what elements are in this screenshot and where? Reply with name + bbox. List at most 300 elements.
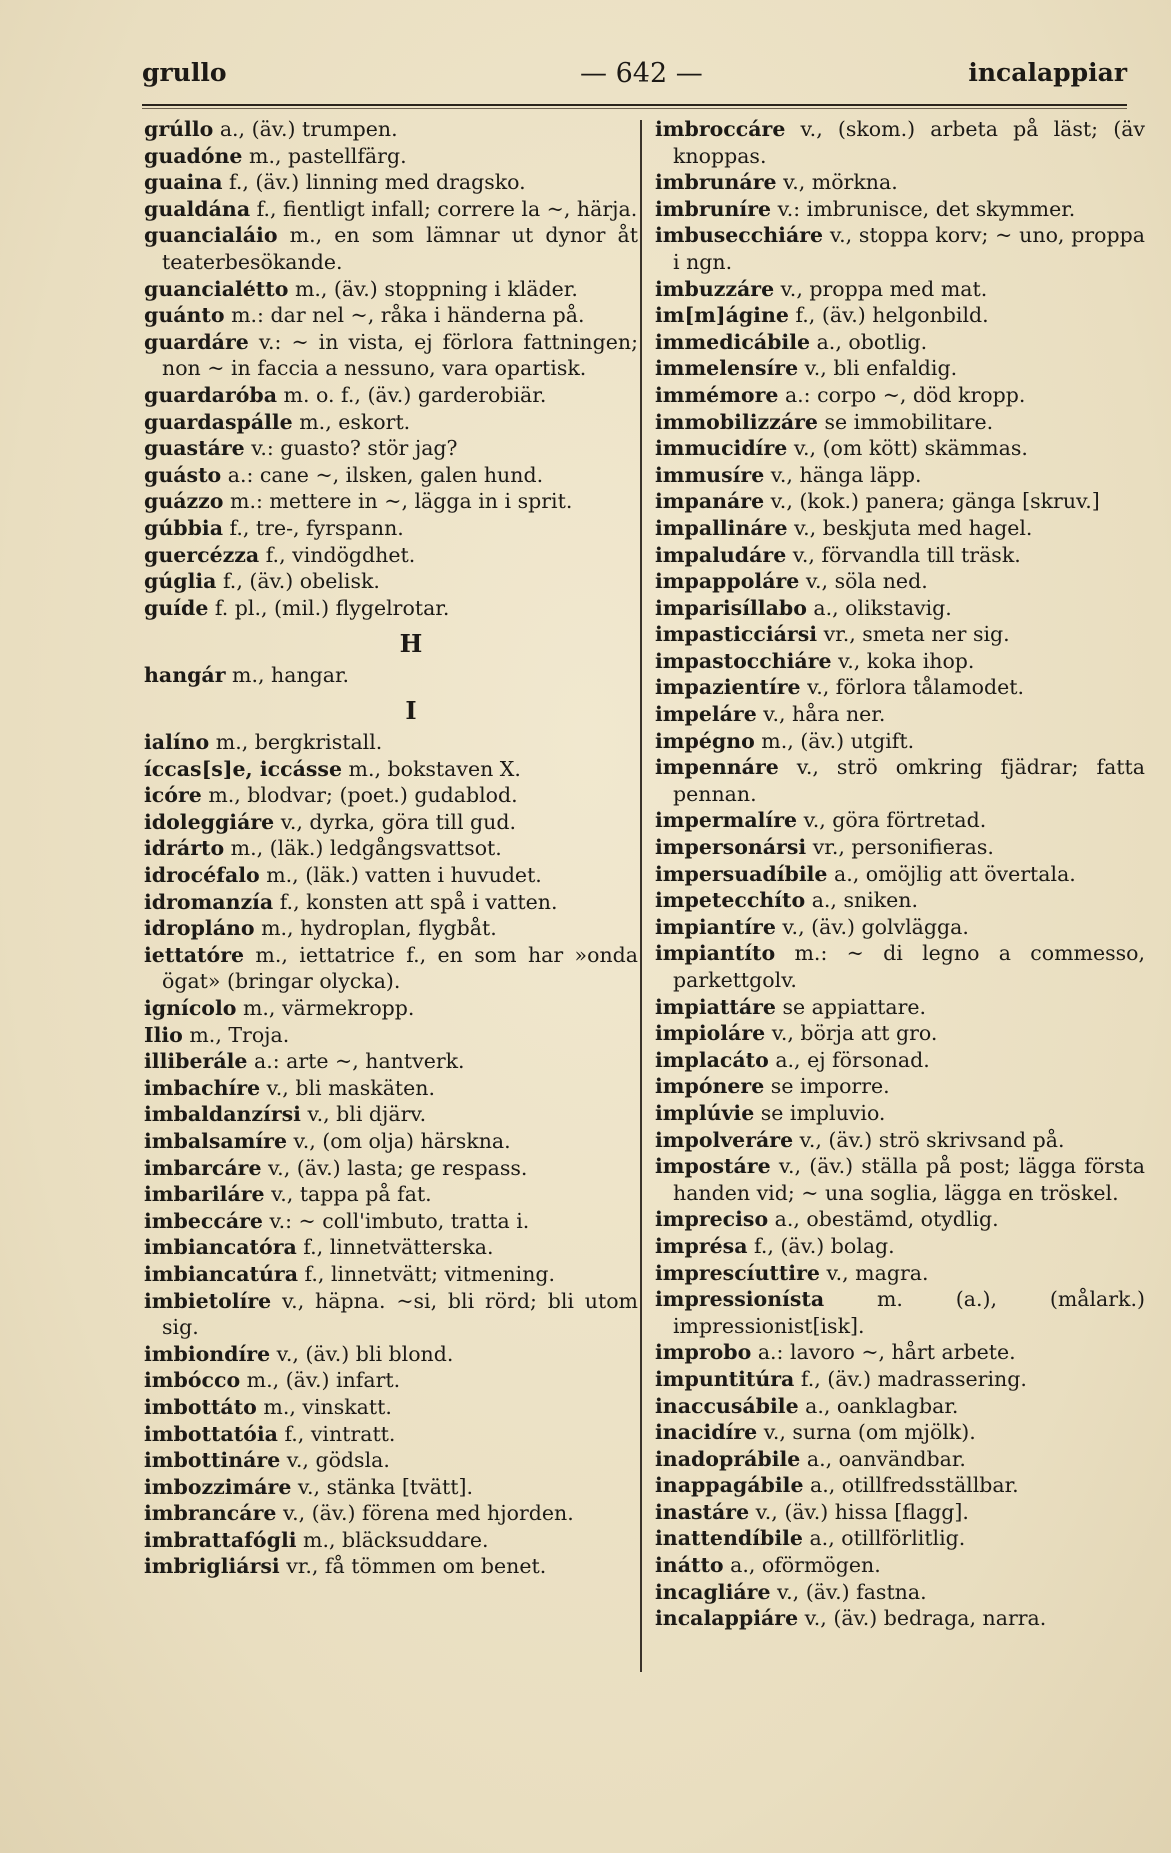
definition: v., dyrka, göra till gud. <box>274 809 517 834</box>
dictionary-entry <box>144 222 638 275</box>
definition: v., tappa på fat. <box>264 1182 432 1207</box>
headword: ialíno <box>144 730 210 755</box>
definition: se impluvio. <box>754 1100 886 1125</box>
dictionary-entry <box>144 595 638 622</box>
dictionary-entry <box>144 329 638 382</box>
definition: a.: cane ~, ilsken, galen hund. <box>221 462 544 487</box>
headword: incalappiáre <box>655 1606 799 1631</box>
dictionary-entry <box>655 1552 1145 1579</box>
dictionary-entry <box>655 887 1145 914</box>
definition: a., oanvändbar. <box>800 1446 966 1471</box>
right-column <box>655 116 1145 1632</box>
headword: implacáto <box>655 1047 769 1072</box>
definition: f., konsten att spå i vatten. <box>273 889 558 914</box>
dictionary-entry <box>144 1553 638 1580</box>
dictionary-entry <box>144 462 638 489</box>
definition: v., göra förtretad. <box>797 808 987 833</box>
definition: m., Troja. <box>182 1022 290 1047</box>
dictionary-entry <box>144 862 638 889</box>
dictionary-entry <box>144 1288 638 1341</box>
definition: a.: corpo ~, död kropp. <box>778 382 1026 407</box>
definition: v., magra. <box>819 1260 929 1285</box>
definition: m., (läk.) vatten i huvudet. <box>259 863 542 888</box>
definition: m., (äv.) infart. <box>240 1368 401 1393</box>
definition: v., (äv.) hissa [flagg]. <box>749 1499 969 1524</box>
definition: v., (äv.) golvlägga. <box>775 914 969 939</box>
headword: imbrattafógli <box>144 1527 297 1552</box>
dictionary-entry <box>655 169 1145 196</box>
dictionary-entry <box>655 940 1145 993</box>
headword: impostáre <box>655 1154 771 1179</box>
definition: v., (äv.) bedraga, narra. <box>798 1606 1047 1631</box>
dictionary-entry <box>144 809 638 836</box>
dictionary-entry <box>655 1366 1145 1393</box>
definition: v., gödsla. <box>280 1448 390 1473</box>
headword: imbrunáre <box>655 170 777 195</box>
headword: immucidíre <box>655 436 788 461</box>
definition: f., linnetvätterska. <box>296 1235 494 1260</box>
definition: m.: dar nel ~, råka i händerna på. <box>224 303 585 328</box>
dictionary-entry <box>655 568 1145 595</box>
definition: f., fientligt infall; correre la ~, härja. <box>250 196 638 221</box>
definition: a., ej försonad. <box>768 1047 930 1072</box>
headword: impiantíre <box>655 914 776 939</box>
headword: íccas[s]e, iccásse <box>144 756 342 781</box>
definition: se immobilitare. <box>817 409 994 434</box>
dictionary-entry <box>655 1286 1145 1339</box>
headword: imbachíre <box>144 1075 261 1100</box>
headword: inacidíre <box>655 1420 758 1445</box>
entries-right <box>655 116 1145 1632</box>
headword: impallináre <box>655 515 788 540</box>
headword: icóre <box>144 783 202 808</box>
dictionary-entry <box>655 648 1145 675</box>
dictionary-entry <box>655 994 1145 1021</box>
definition: m., bokstaven X. <box>342 756 521 781</box>
dictionary-entry <box>144 1341 638 1368</box>
headword: imbiancatúra <box>144 1261 299 1286</box>
dictionary-entry <box>144 568 638 595</box>
headword: imbócco <box>144 1368 241 1393</box>
headword: imprescíuttire <box>655 1260 820 1285</box>
definition: f., vintratt. <box>277 1421 396 1446</box>
definition: v., beskjuta med hagel. <box>787 515 1033 540</box>
definition: v., (kok.) panera; gänga [skruv.] <box>764 489 1100 514</box>
dictionary-entry <box>655 595 1145 622</box>
dictionary-entry <box>144 662 638 689</box>
dictionary-entry <box>655 435 1145 462</box>
definition: v., strö omkring fjädrar; fatta pennan. <box>673 755 1145 806</box>
definition: v., mörkna. <box>776 170 898 195</box>
headword: imparisíllabo <box>655 595 807 620</box>
dictionary-entry <box>144 1394 638 1421</box>
dictionary-entry <box>655 1393 1145 1420</box>
definition: v., (äv.) bli blond. <box>270 1341 454 1366</box>
headword: impreciso <box>655 1207 769 1232</box>
headword: idropláno <box>144 916 255 941</box>
definition: m., iettatrice f., en som har »onda ögat» (bringar olycka). <box>162 942 638 994</box>
dictionary-entry <box>144 1155 638 1182</box>
dictionary-entry <box>144 143 638 170</box>
headword: imprésa <box>655 1233 748 1258</box>
definition: m., bläcksuddare. <box>296 1527 489 1552</box>
dictionary-entry <box>144 1500 638 1527</box>
definition: v., (äv.) förena med hjorden. <box>276 1501 574 1526</box>
definition: v., koka ihop. <box>831 648 975 673</box>
entries-h <box>144 662 638 689</box>
headword: inadoprábile <box>655 1446 801 1471</box>
headword: guázzo <box>144 489 224 514</box>
headword: impégno <box>655 728 755 753</box>
headword: imbeccáre <box>144 1208 263 1233</box>
headword: impiattáre <box>655 994 776 1019</box>
dictionary-entry <box>144 756 638 783</box>
definition: v.: guasto? stör jag? <box>244 436 458 461</box>
definition: v., stoppa korv; ~ uno, proppa i ngn. <box>673 223 1145 274</box>
definition: a., olikstavig. <box>806 595 952 620</box>
dictionary-entry <box>144 1128 638 1155</box>
headword: idromanzía <box>144 889 274 914</box>
headword: imbiondíre <box>144 1341 271 1366</box>
dictionary-entry <box>144 1261 638 1288</box>
headword: immusíre <box>655 462 765 487</box>
definition: m. (a.), (målark.) impressionist[isk]. <box>673 1287 1145 1338</box>
dictionary-entry <box>144 488 638 515</box>
dictionary-entry <box>144 1101 638 1128</box>
headword: impastocchiáre <box>655 648 832 673</box>
definition: v., surna (om mjölk). <box>757 1420 976 1445</box>
definition: m., blodvar; (poet.) gudablod. <box>201 783 518 808</box>
dictionary-entry <box>144 276 638 303</box>
headword: iettatóre <box>144 942 245 967</box>
page-header <box>142 58 1127 102</box>
definition: a.: lavoro ~, hårt arbete. <box>751 1340 1016 1365</box>
definition: v., (om olja) härskna. <box>287 1128 511 1153</box>
definition: m.: mettere in ~, lägga in i sprit. <box>223 489 573 514</box>
headword: gúbbia <box>144 515 223 540</box>
definition: v., (äv.) lasta; ge respass. <box>261 1155 528 1180</box>
headword: imbottináre <box>144 1448 281 1473</box>
definition: se imporre. <box>764 1074 890 1099</box>
headword: guardaróba <box>144 382 278 407</box>
dictionary-entry <box>144 835 638 862</box>
dictionary-entry <box>655 1446 1145 1473</box>
entries-i <box>144 729 638 1580</box>
definition: m., värmekropp. <box>236 996 415 1020</box>
dictionary-entry <box>655 542 1145 569</box>
definition: f., vindögdhet. <box>259 542 416 567</box>
headword: impiantíto <box>655 941 776 966</box>
dictionary-entry <box>655 355 1145 382</box>
headword: imbarcáre <box>144 1155 262 1180</box>
headword: idoleggiáre <box>144 809 275 834</box>
headword: inattendíbile <box>655 1526 803 1551</box>
dictionary-entry <box>655 1020 1145 1047</box>
headword: impioláre <box>655 1021 766 1046</box>
definition: a., otillförlitlig. <box>802 1526 966 1551</box>
headword: guercézza <box>144 542 260 567</box>
dictionary-entry <box>655 276 1145 303</box>
headword: idrárto <box>144 836 225 861</box>
definition: v., bli maskäten. <box>260 1075 436 1100</box>
definition: v., börja att gro. <box>765 1021 938 1046</box>
headword: immelensíre <box>655 356 799 381</box>
dictionary-entry <box>655 1579 1145 1606</box>
dictionary-entry <box>655 754 1145 807</box>
headword: inastáre <box>655 1499 750 1524</box>
headword: imbalsamíre <box>144 1128 288 1153</box>
headword: imbariláre <box>144 1182 265 1207</box>
headword: impersonársi <box>655 835 807 860</box>
dictionary-entry <box>655 515 1145 542</box>
dictionary-entry <box>655 861 1145 888</box>
headword: im[m]ágine <box>655 303 789 328</box>
headword: guadóne <box>144 143 243 168</box>
dictionary-entry <box>655 1260 1145 1287</box>
definition: v., (äv.) strö skrivsand på. <box>793 1127 1065 1152</box>
dictionary-entry <box>144 1234 638 1261</box>
headword: impennáre <box>655 755 779 780</box>
definition: v., häpna. ~si, bli rörd; bli utom sig. <box>162 1288 638 1340</box>
definition: a.: arte ~, hantverk. <box>247 1049 465 1074</box>
definition: vr., få tömmen om benet. <box>279 1554 547 1579</box>
headword: guardaspálle <box>144 409 293 434</box>
headword: impónere <box>655 1074 765 1099</box>
headword: gualdána <box>144 196 251 221</box>
header-rule-thin <box>142 108 1127 109</box>
headword: impaludáre <box>655 542 787 567</box>
dictionary-entry <box>144 782 638 809</box>
headword: impuntitúra <box>655 1366 795 1391</box>
definition: m., (äv.) stoppning i kläder. <box>288 276 578 301</box>
dictionary-entry <box>655 1525 1145 1552</box>
dictionary-entry <box>144 302 638 329</box>
dictionary-entry <box>144 382 638 409</box>
headword: impazientíre <box>655 675 801 700</box>
definition: a., omöjlig att övertala. <box>827 861 1076 886</box>
definition: a., obestämd, otydlig. <box>768 1207 999 1232</box>
definition: m.: ~ di legno a commesso, parkettgolv. <box>673 941 1145 992</box>
definition: f. pl., (mil.) flygelrotar. <box>208 595 450 620</box>
definition: v., hänga läpp. <box>764 462 922 487</box>
definition: v.: ~ coll'imbuto, tratta i. <box>262 1208 530 1233</box>
dictionary-entry <box>655 488 1145 515</box>
headword: incagliáre <box>655 1579 771 1604</box>
dictionary-entry <box>144 1208 638 1235</box>
dictionary-entry <box>655 807 1145 834</box>
column-divider <box>640 120 642 1672</box>
headword: impressionísta <box>655 1287 825 1312</box>
dictionary-entry <box>655 302 1145 329</box>
section-letter-i: I <box>405 696 417 726</box>
dictionary-entry <box>144 542 638 569</box>
dictionary-entry <box>144 515 638 542</box>
headword: immémore <box>655 382 779 407</box>
dictionary-entry <box>655 1206 1145 1233</box>
dictionary-entry <box>655 914 1145 941</box>
definition: se appiattare. <box>775 994 927 1019</box>
definition: m., eskort. <box>292 409 411 434</box>
dictionary-entry <box>655 382 1145 409</box>
dictionary-entry <box>655 1100 1145 1127</box>
headword: ignícolo <box>144 996 237 1020</box>
definition: m., bergkristall. <box>209 730 383 755</box>
headword: implúvie <box>655 1100 755 1125</box>
dictionary-entry <box>655 1605 1145 1632</box>
definition: f., (äv.) madrassering. <box>794 1366 1027 1391</box>
dictionary-entry <box>144 1181 638 1208</box>
dictionary-entry <box>655 1127 1145 1154</box>
definition: f., (äv.) obelisk. <box>216 569 380 594</box>
headword: immedicábile <box>655 329 811 354</box>
dictionary-entry <box>144 1022 638 1049</box>
headword: Ilio <box>144 1022 183 1047</box>
headword: imbietolíre <box>144 1288 272 1313</box>
dictionary-entry <box>655 1339 1145 1366</box>
dictionary-entry <box>144 196 638 223</box>
headword: impasticciársi <box>655 622 818 647</box>
dictionary-entry <box>655 116 1145 169</box>
definition: a., obotlig. <box>810 329 928 354</box>
dictionary-entry <box>144 942 638 995</box>
definition: m. o. f., (äv.) garderobiär. <box>277 382 547 407</box>
definition: m., pastellfärg. <box>242 143 407 168</box>
definition: v., bli djärv. <box>300 1102 427 1127</box>
dictionary-entry <box>655 409 1145 436</box>
dictionary-entry <box>144 995 638 1022</box>
dictionary-entry <box>144 169 638 196</box>
definition: m., vinskatt. <box>256 1394 392 1419</box>
headword: imbrigliársi <box>144 1554 280 1579</box>
headword: guanciale̒tto <box>144 276 289 301</box>
definition: vr., smeta ner sig. <box>817 622 1010 647</box>
headword: inátto <box>655 1553 724 1578</box>
definition: m., hydroplan, flygbåt. <box>254 916 497 941</box>
dictionary-entry <box>144 1447 638 1474</box>
dictionary-entry <box>144 1075 638 1102</box>
section-letter-h: H <box>399 629 423 659</box>
headword: inaccusábile <box>655 1393 799 1418</box>
headword: guancialáio <box>144 223 278 248</box>
definition: v., proppa med mat. <box>774 276 988 301</box>
header-rule <box>142 104 1127 106</box>
headword: guánto <box>144 303 225 328</box>
definition: a., oförmögen. <box>723 1553 881 1578</box>
dictionary-entry <box>655 1472 1145 1499</box>
headword: inappagábile <box>655 1473 804 1498</box>
dictionary-entry <box>144 1048 638 1075</box>
definition: v., söla ned. <box>799 569 928 594</box>
definition: a., otillfredsställbar. <box>803 1473 1019 1498</box>
headword: impeláre <box>655 702 757 727</box>
headword: impersuadíbile <box>655 861 828 886</box>
definition: vr., personifieras. <box>806 835 994 860</box>
header-last-word: incalappiar <box>968 58 1127 87</box>
dictionary-entry <box>144 1527 638 1554</box>
definition: v., förvandla till träsk. <box>786 542 1021 567</box>
headword: guardáre <box>144 329 249 354</box>
definition: v., bli enfaldig. <box>798 356 958 381</box>
definition: f., (äv.) helgonbild. <box>788 303 989 328</box>
headword: imbaldanzírsi <box>144 1102 301 1127</box>
headword: imbrancáre <box>144 1501 277 1526</box>
definition: v., förlora tålamodet. <box>800 675 1024 700</box>
definition: v., (äv.) ställa på post; lägga första handen vid; ~ una soglia, lägga en tröskel. <box>673 1154 1145 1205</box>
headword: imbottáto <box>144 1394 257 1419</box>
definition: a., sniken. <box>805 888 919 913</box>
definition: v., stänka [tvätt]. <box>291 1474 473 1499</box>
headword: improbo <box>655 1340 752 1365</box>
headword: hangár <box>144 662 226 687</box>
definition: m., (läk.) ledgångsvattsot. <box>224 836 502 861</box>
definition: f., (äv.) bolag. <box>747 1233 895 1258</box>
dictionary-entry <box>144 1421 638 1448</box>
dictionary-entry <box>655 1073 1145 1100</box>
definition: m., hangar. <box>225 662 350 687</box>
dictionary-entry <box>144 1367 638 1394</box>
dictionary-entry <box>655 1153 1145 1206</box>
definition: v.: imbrunisce, det skymmer. <box>771 196 1076 221</box>
headword: impanáre <box>655 489 765 514</box>
definition: v.: ~ in vista, ej förlora fattningen; non ~ in faccia a nessuno, vara opartisk. <box>162 329 638 381</box>
definition: v., (om kött) skämmas. <box>787 436 1028 461</box>
dictionary-entry <box>144 435 638 462</box>
page-number: — 642 — <box>580 58 703 89</box>
dictionary-entry <box>655 222 1145 275</box>
definition: f., (äv.) linning med dragsko. <box>222 170 526 195</box>
header-first-word: grullo <box>142 58 227 87</box>
definition: m., en som lämnar ut dynor åt teaterbesökande. <box>162 223 638 274</box>
dictionary-entry <box>655 1499 1145 1526</box>
definition: a., oanklagbar. <box>798 1393 959 1418</box>
definition: v., (äv.) fastna. <box>770 1579 927 1604</box>
dictionary-entry <box>655 1047 1145 1074</box>
dictionary-entry <box>655 329 1145 356</box>
dictionary-entry <box>655 621 1145 648</box>
headword: guaina <box>144 170 223 195</box>
left-column <box>144 116 638 1580</box>
headword: impermalíre <box>655 808 798 833</box>
dictionary-entry <box>655 196 1145 223</box>
headword: impappoláre <box>655 569 800 594</box>
definition: v., håra ner. <box>756 702 886 727</box>
dictionary-entry <box>655 462 1145 489</box>
headword: imbruníre <box>655 196 772 221</box>
headword: impetecchíto <box>655 888 806 913</box>
dictionary-entry <box>655 674 1145 701</box>
dictionary-entry <box>144 729 638 756</box>
headword: impolveráre <box>655 1127 794 1152</box>
headword: immobilizzáre <box>655 409 818 434</box>
definition: v., (skom.) arbeta på läst; (äv knoppas. <box>673 117 1145 168</box>
headword: guastáre <box>144 436 245 461</box>
headword: grúllo <box>144 117 214 141</box>
definition: f., linnetvätt; vitmening. <box>298 1261 556 1286</box>
dictionary-entry <box>655 728 1145 755</box>
dictionary-entry <box>655 1419 1145 1446</box>
dictionary-entry <box>144 1474 638 1501</box>
headword: guíde <box>144 595 209 620</box>
dictionary-entry <box>655 701 1145 728</box>
headword: idrocéfalo <box>144 863 260 888</box>
headword: illiberále <box>144 1049 248 1074</box>
headword: imbiancatóra <box>144 1235 297 1260</box>
dictionary-entry <box>144 409 638 436</box>
entries-g <box>144 116 638 621</box>
definition: f., tre-, fyrspann. <box>222 515 404 540</box>
headword: guásto <box>144 462 222 487</box>
definition: m., (äv.) utgift. <box>754 728 915 753</box>
